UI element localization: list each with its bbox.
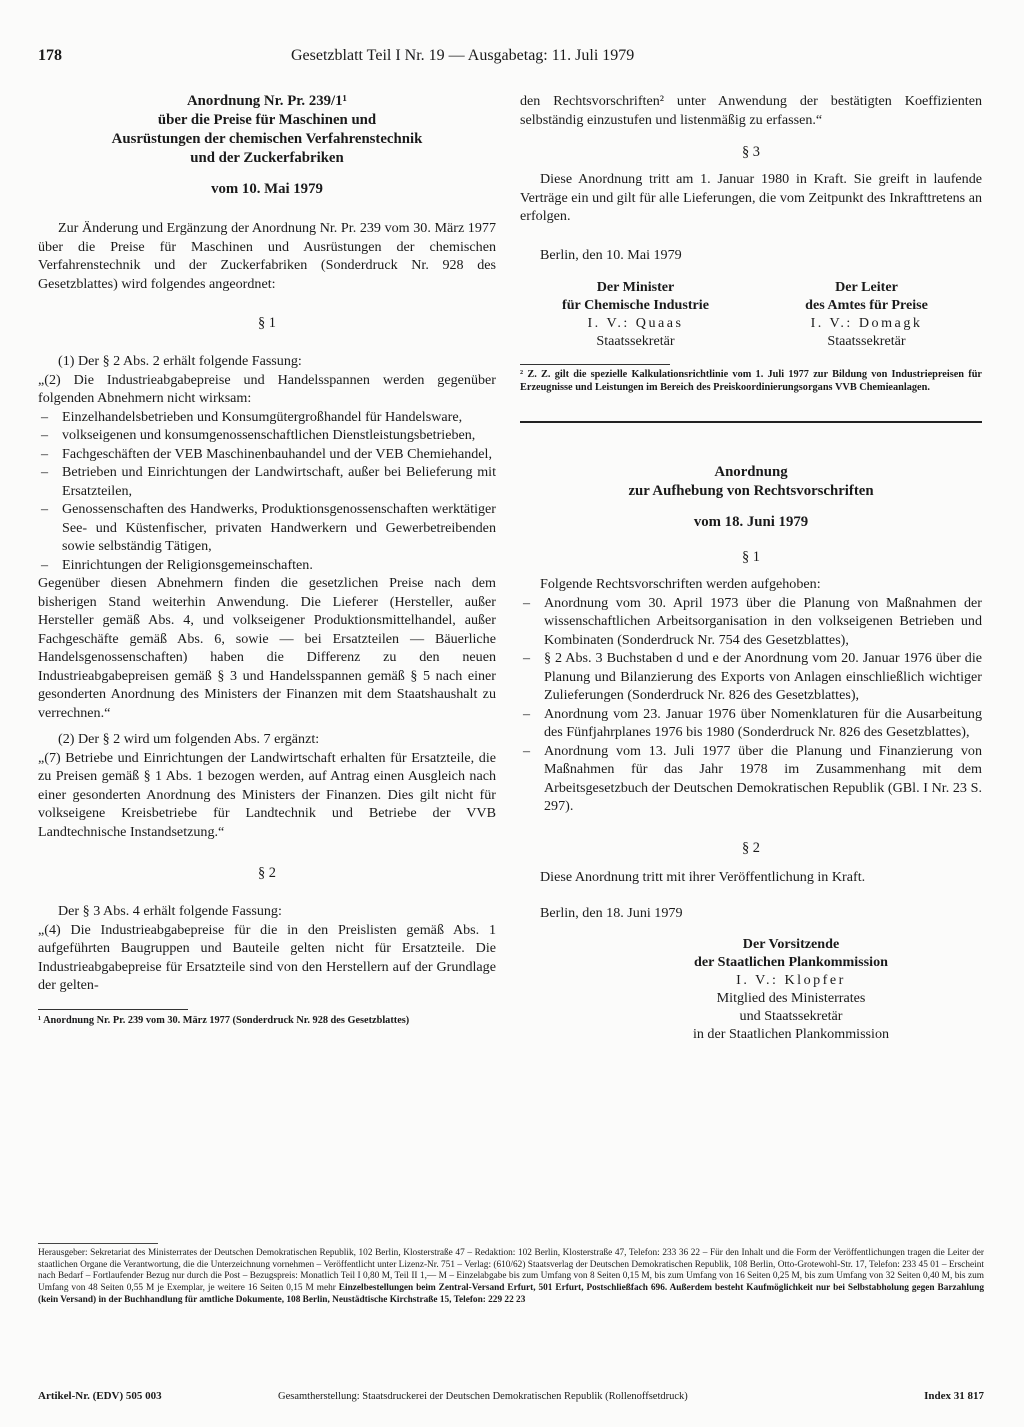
ordinance-title-line-4: und der Zuckerfabriken (190, 150, 344, 166)
printer-note: Gesamtherstellung: Staatsdruckerei der Deutschen Demokratischen Republik (Rollenoffsetdruck) (278, 1391, 688, 1402)
ordinance-title-line-1: Anordnung (714, 464, 788, 480)
page-header (38, 47, 984, 73)
signature-line: Der Vorsitzende (742, 935, 840, 952)
list-item: – Anordnung vom 23. Januar 1976 über Nomenklaturen für die Ausarbeitung des Fünfjahrplanes 1976 bis 1980 (Sonderdruck Nr. 826 des Gesetzblattes), (520, 705, 982, 742)
paragraph: Folgende Rechtsvorschriften werden aufgehoben: (540, 576, 821, 592)
signature-block (520, 278, 982, 350)
signature-minister (520, 278, 751, 350)
signature-line: I. V.: Klopfer (736, 971, 846, 988)
signature-line: Der Minister (596, 279, 675, 295)
paragraph: Gegenüber diesen Abnehmern finden die gesetzlichen Preise nach dem bisherigen Stand weiterhin Anwendung. Die Lieferer (Hersteller, außer Hersteller gemäß Abs. 4, und volkseigener Produktionsmittelhandel, außer Fachgeschäfte gemäß Abs. 6, sowie — bei Ersatzteilen — Bäuerliche Handelsgenossenschaften) haben die Differenz zu den neuen Industrieabgabepreisen gemäß § 3 und Handelsspannen gemäß § 5 nach einer gesonderten Anordnung des Ministers der Finanzen mit dem Staatshaushalt zu verrechnen.“ (38, 575, 496, 721)
list-item: – Anordnung vom 30. April 1973 über die Planung von Maßnahmen der wissenschaftlichen Arbeitsorganisation in den volkseigenen Betrieben und Kombinaten (Sonderdruck Nr. 754 des Gesetzblattes), (520, 594, 982, 650)
footnote-divider (38, 1009, 188, 1010)
signature-line: in der Staatlichen Plankommission (692, 1025, 890, 1042)
signature-line: I. V.: Quaas (587, 315, 684, 331)
ordinance-date: vom 18. Juni 1979 (693, 514, 809, 530)
paragraph: den Rechtsvorschriften² unter Anwendung der bestätigten Koeffizienten selbständig einzustufen und listenmäßig zu erfassen.“ (520, 93, 982, 128)
place-date: Berlin, den 18. Juni 1979 (540, 905, 683, 921)
section-heading: § 1 (258, 315, 276, 331)
signature-line: des Amtes für Preise (805, 297, 928, 313)
imprint-text: Herausgeber: Sekretariat des Ministerrates der Deutschen Demokratischen Republik, 102 Berlin, Klosterstraße 47 – Redaktion: 102 Berlin, Klosterstraße 47, Telefon: 233 36 22 – Für den Inhalt und die Form der Veröffentlichungen tragen die Leiter der staatlichen Organe die Verantwortung, die die Unterzeichnung vornehmen – Veröffentlicht unter Lizenz-Nr. 751 – Verlag: (610/62) Staatsverlag der Deutschen Demokratischen Republik, 108 Berlin, Otto-Grotewohl-Str. 17, Telefon: 233 45 01 – Erscheint nach Bedarf – Fortlaufender Bezug nur durch die Post – Bezugspreis: Monatlich Teil I 0,80 M, Teil II 1,— M – Einzelabgabe bis zum Umfang von 8 Seiten 0,15 M, bis zum Umfang von 16 Seiten 0,25 M, bis zum Umfang von 32 Seiten 0,40 M, bis zum Umfang von 48 Seiten 0,55 M je Exemplar, je weitere 16 Seiten 0,15 M mehr (38, 1248, 984, 1294)
paragraph: (1) Der § 2 Abs. 2 erhält folgende Fassung: (58, 353, 302, 369)
list-item: – Fachgeschäften der VEB Maschinenbauhandel und der VEB Chemiehandel, (38, 445, 496, 464)
signature-line: Mitglied des Ministerrates (716, 989, 866, 1006)
signature-line: für Chemische Industrie (562, 297, 709, 313)
imprint (38, 1248, 984, 1307)
section-heading: § 2 (742, 839, 760, 856)
section-heading: § 2 (258, 865, 276, 881)
footnote-divider (520, 364, 670, 365)
list-item: – Einrichtungen der Religionsgemeinschaften. (38, 556, 496, 575)
signature-line: Staatssekretär (596, 333, 675, 349)
ordinance-title-line-3: Ausrüstungen der chemischen Verfahrenstechnik (111, 131, 423, 147)
paragraph: „(4) Die Industrieabgabepreise für die in den Preislisten gemäß Abs. 1 aufgeführten Baugruppen und Bauteile gelten nicht für Ersatzteile. Die Industrieabgabepreise für Ersatzteile sind von den Herstellern auf der Grundlage der gelten- (38, 921, 496, 993)
list-item: – volkseigenen und konsumgenossenschaftlichen Dienstleistungsbetrieben, (38, 426, 496, 445)
right-column (520, 92, 982, 1043)
signature-leiter (751, 278, 982, 350)
list-item: – Betrieben und Einrichtungen der Landwirtschaft, außer bei Belieferung mit Ersatzteilen, (38, 463, 496, 500)
section-heading: § 1 (742, 549, 760, 565)
paragraph: Diese Anordnung tritt am 1. Januar 1980 in Kraft. Sie greift in laufende Verträge ein und gilt für alle Lieferungen, die vom Zeitpunkt des Inkrafttretens an erfolgen. (520, 171, 982, 224)
imprint-ordering: Einzelbestellungen beim Zentral-Versand Erfurt, 501 Erfurt, Postschließfach 696. Außerdem besteht Kaufmöglichkeit nur bei Selbstabholung gegen Barzahlung (kein Versand) in der Buchhandlung für amtliche Dokumente, 108 Berlin, Neustädtische Kirchstraße 15, Telefon: 229 22 23 (38, 1283, 984, 1305)
article-number: Artikel-Nr. (EDV) 505 003 (38, 1390, 162, 1402)
list-item: – Anordnung vom 13. Juli 1977 über die Planung und Finanzierung von Maßnahmen für das Jahr 1978 im Zusammenhang mit dem Arbeitsgesetzbuch der Deutschen Demokratischen Republik (GBl. I Nr. 23 S. 297). (520, 742, 982, 816)
intro-paragraph: Zur Änderung und Ergänzung der Anordnung Nr. Pr. 239 vom 30. März 1977 über die Preise für Maschinen und Ausrüstungen der chemischen Verfahrenstechnik und der Zuckerfabriken (Sonderdruck Nr. 928 des Gesetzblattes) wird folgendes angeordnet: (38, 220, 496, 292)
signature-plankommission (600, 935, 982, 1043)
ordinance-date: vom 10. Mai 1979 (211, 181, 323, 197)
list-item: – Einzelhandelsbetrieben und Konsumgütergroßhandel für Handelsware, (38, 408, 496, 427)
bottom-line (38, 1390, 984, 1406)
signature-line: Der Leiter (835, 279, 898, 295)
imprint-divider (38, 1243, 158, 1244)
left-column (38, 92, 496, 1027)
signature-line: I. V.: Domagk (810, 315, 923, 331)
paragraph: Diese Anordnung tritt mit ihrer Veröffentlichung in Kraft. (540, 868, 866, 885)
ordinance-title-line-2: über die Preise für Maschinen und (157, 112, 377, 128)
list-item: – Genossenschaften des Handwerks, Produktionsgenossenschaften werktätiger See- und Küstenfischer, privaten Handwerkern und Gewerbetreibenden sowie selbständig Tätigen, (38, 500, 496, 556)
footnote: ² Z. Z. gilt die spezielle Kalkulationsrichtlinie vom 1. Juli 1977 zur Bildung von Industriepreisen für Erzeugnisse und Leistungen im Bereich des Preiskoordinierungsorgans VVB Chemieanlagen. (520, 369, 982, 393)
section-heading: § 3 (742, 144, 760, 160)
running-title: Gesetzblatt Teil I Nr. 19 — Ausgabetag: 11. Juli 1979 (291, 47, 635, 64)
paragraph: „(7) Betriebe und Einrichtungen der Landwirtschaft erhalten für Ersatzteile, die zu Preisen gemäß § 1 Abs. 1 bezogen werden, auf Antrag einen Ausgleich nach einer gesonderten Anordnung des Ministers der Finanzen. Dies gilt nicht für volkseigene Kreisbetriebe für Landtechnik und Betriebe der VVB Landtechnische Instandsetzung.“ (38, 749, 496, 840)
place-date: Berlin, den 10. Mai 1979 (540, 246, 682, 263)
page-number: 178 (38, 47, 62, 64)
ordinance-title-line-1: Anordnung Nr. Pr. 239/1¹ (187, 93, 347, 109)
list-item: – § 2 Abs. 3 Buchstaben d und e der Anordnung vom 20. Januar 1976 über die Planung und Bilanzierung des Exports von Anlagen einschließlich wichtiger Zulieferungen (Sonderdruck Nr. 826 des Gesetzblattes), (520, 649, 982, 705)
section-divider (520, 421, 982, 423)
signature-line: der Staatlichen Plankommission (694, 953, 888, 970)
paragraph: Der § 3 Abs. 4 erhält folgende Fassung: (58, 903, 282, 919)
index-number: Index 31 817 (924, 1390, 984, 1402)
paragraph: (2) Der § 2 wird um folgenden Abs. 7 ergänzt: (58, 731, 320, 747)
signature-line: Staatssekretär (827, 333, 906, 349)
footnote: ¹ Anordnung Nr. Pr. 239 vom 30. März 1977 (Sonderdruck Nr. 928 des Gesetzblattes) (38, 1014, 410, 1026)
signature-line: und Staatssekretär (739, 1007, 843, 1024)
ordinance-title-line-2: zur Aufhebung von Rechtsvorschriften (628, 483, 874, 499)
paragraph: „(2) Die Industrieabgabepreise und Handelsspannen werden gegenüber folgenden Abnehmern nicht wirksam: (38, 371, 496, 406)
